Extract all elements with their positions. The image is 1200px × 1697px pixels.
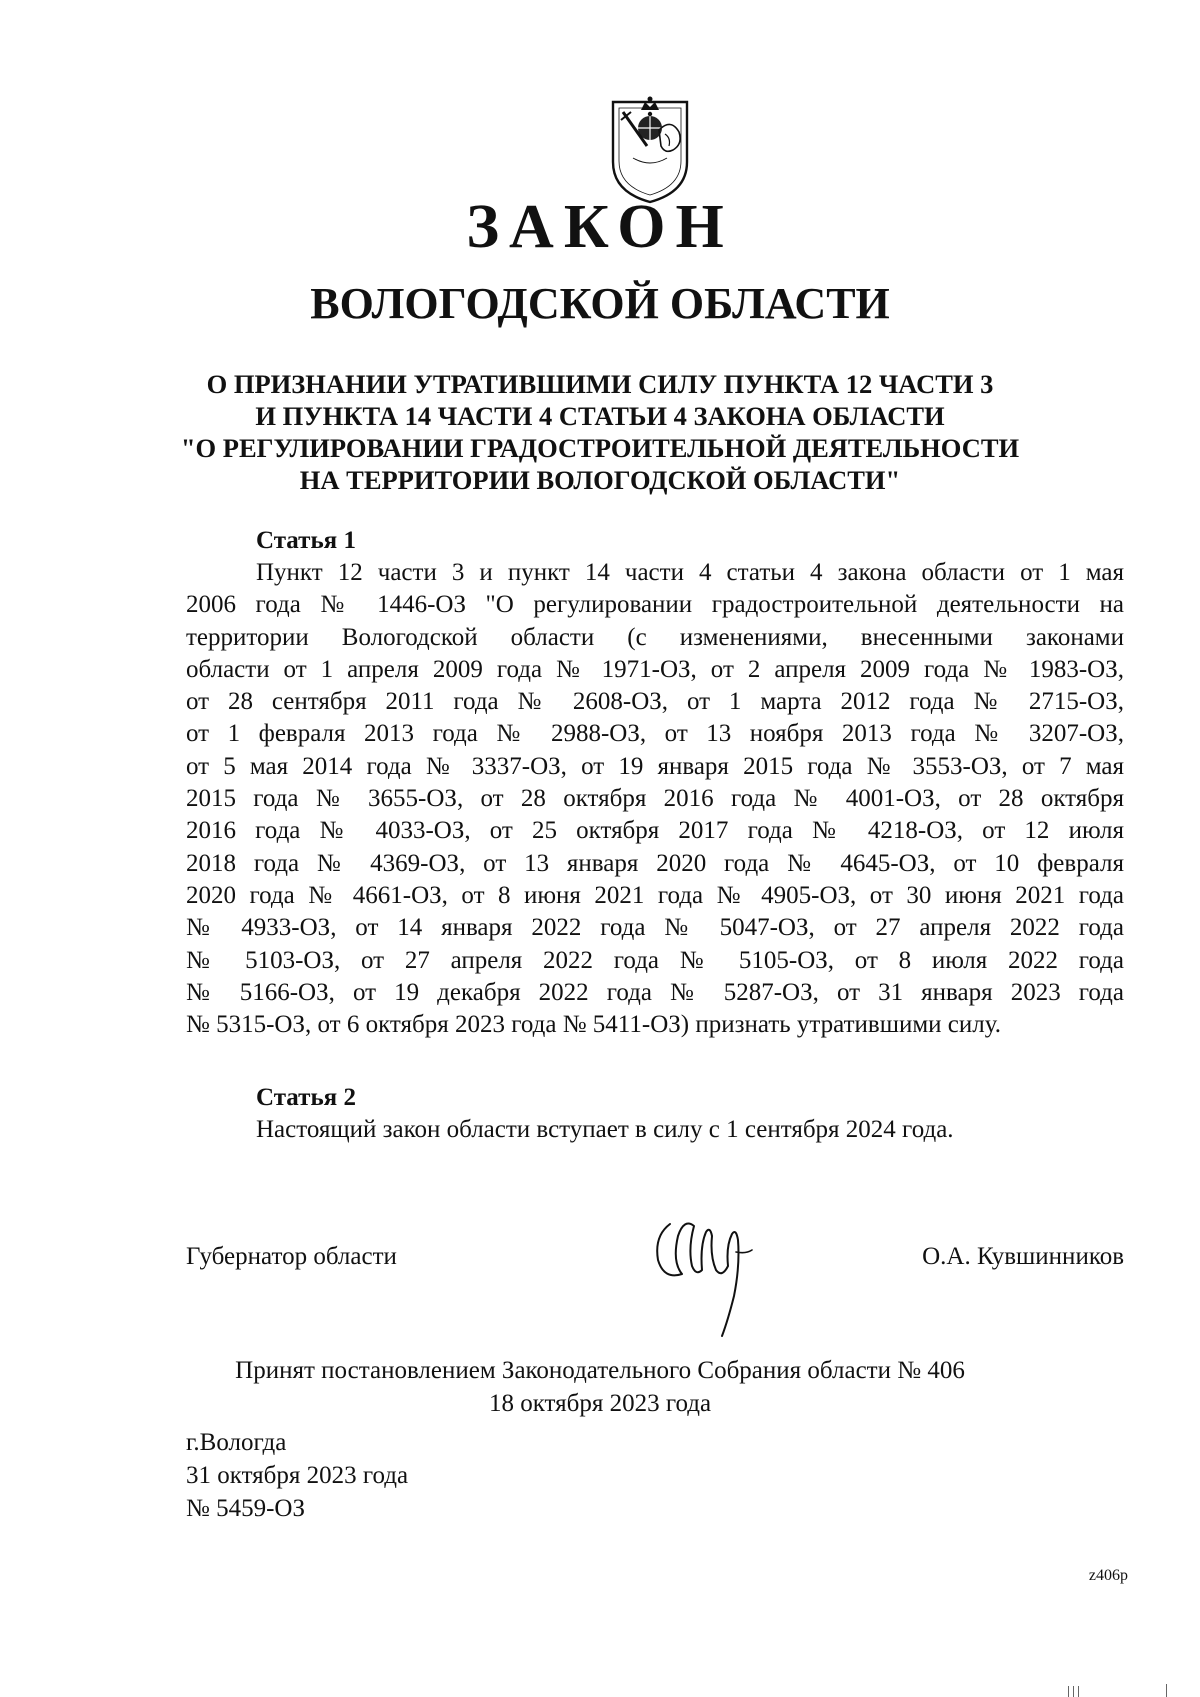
scan-mark xyxy=(1068,1686,1069,1697)
article-line: № 4933-ОЗ, от 14 января 2022 года № 5047-ОЗ, от 27 апреля 2022 года xyxy=(186,914,1124,942)
subject-line: О ПРИЗНАНИИ УТРАТИВШИМИ СИЛУ ПУНКТА 12 ЧАСТИ 3 xyxy=(206,369,994,399)
place: г.Вологда xyxy=(186,1429,287,1456)
scan-mark xyxy=(1073,1686,1074,1697)
article-line: 2015 года № 3655-ОЗ, от 28 октября 2016 года № 4001-ОЗ, от 28 октября xyxy=(186,785,1124,813)
law-subject xyxy=(160,368,1040,496)
article-line: № 5103-ОЗ, от 27 апреля 2022 года № 5105-ОЗ, от 8 июля 2022 года xyxy=(186,946,1124,974)
adoption-date: 18 октября 2023 года xyxy=(488,1390,712,1417)
subject-line: И ПУНКТА 14 ЧАСТИ 4 СТАТЬИ 4 ЗАКОНА ОБЛАСТИ xyxy=(255,401,945,431)
article-1-body xyxy=(186,557,1124,1041)
subject-line: НА ТЕРРИТОРИИ ВОЛОГОДСКОЙ ОБЛАСТИ" xyxy=(299,465,901,495)
article-line: от 28 сентября 2011 года № 2608-ОЗ, от 1 марта 2012 года № 2715-ОЗ, xyxy=(186,688,1124,716)
article-line: № 5315-ОЗ, от 6 октября 2023 года № 5411-ОЗ) признать утратившими силу. xyxy=(186,1011,1001,1039)
article-2-heading: Статья 2 xyxy=(256,1084,356,1111)
article-line: 2006 года № 1446-ОЗ "О регулировании градостроительной деятельности на xyxy=(186,591,1124,619)
document-code: z406p xyxy=(1088,1567,1128,1584)
subject-line: "О РЕГУЛИРОВАНИИ ГРАДОСТРОИТЕЛЬНОЙ ДЕЯТЕЛЬНОСТИ xyxy=(180,433,1020,463)
article-line: территории Вологодской области (с изменениями, внесенными законами xyxy=(186,623,1124,651)
region-title: ВОЛОГОДСКОЙ ОБЛАСТИ xyxy=(310,279,890,328)
article-1-heading: Статья 1 xyxy=(256,527,356,554)
signatory-position: Губернатор области xyxy=(186,1243,397,1270)
scan-mark xyxy=(1078,1686,1079,1697)
scan-mark xyxy=(1166,1684,1167,1697)
signatory-name: О.А. Кувшинников xyxy=(922,1243,1124,1270)
law-number: № 5459-ОЗ xyxy=(186,1495,306,1522)
article-line: от 1 февраля 2013 года № 2988-ОЗ, от 13 ноября 2013 года № 3207-ОЗ, xyxy=(186,720,1124,748)
article-2-body: Настоящий закон области вступает в силу с 1 сентября 2024 года. xyxy=(256,1116,954,1143)
law-details xyxy=(186,1426,408,1525)
article-line: 2020 года № 4661-ОЗ, от 8 июня 2021 года № 4905-ОЗ, от 30 июня 2021 года xyxy=(186,881,1124,909)
coat-of-arms-icon xyxy=(595,88,705,206)
law-title: ЗАКОН xyxy=(466,193,734,261)
article-line: № 5166-ОЗ, от 19 декабря 2022 года № 5287-ОЗ, от 31 января 2023 года xyxy=(186,978,1124,1006)
article-line: 2016 года № 4033-ОЗ, от 25 октября 2017 года № 4218-ОЗ, от 12 июля xyxy=(186,817,1124,845)
article-line: Пункт 12 части 3 и пункт 14 части 4 статьи 4 закона области от 1 мая xyxy=(256,559,1124,586)
adoption-note xyxy=(0,1354,1200,1420)
law-date: 31 октября 2023 года xyxy=(186,1462,409,1489)
adoption-line: Принят постановлением Законодательного Собрания области № 406 xyxy=(235,1357,965,1384)
signature-icon xyxy=(648,1196,770,1340)
article-line: области от 1 апреля 2009 года № 1971-ОЗ, от 2 апреля 2009 года № 1983-ОЗ, xyxy=(186,655,1124,683)
article-line: 2018 года № 4369-ОЗ, от 13 января 2020 года № 4645-ОЗ, от 10 февраля xyxy=(186,849,1124,877)
article-line: от 5 мая 2014 года № 3337-ОЗ, от 19 января 2015 года № 3553-ОЗ, от 7 мая xyxy=(186,752,1124,780)
